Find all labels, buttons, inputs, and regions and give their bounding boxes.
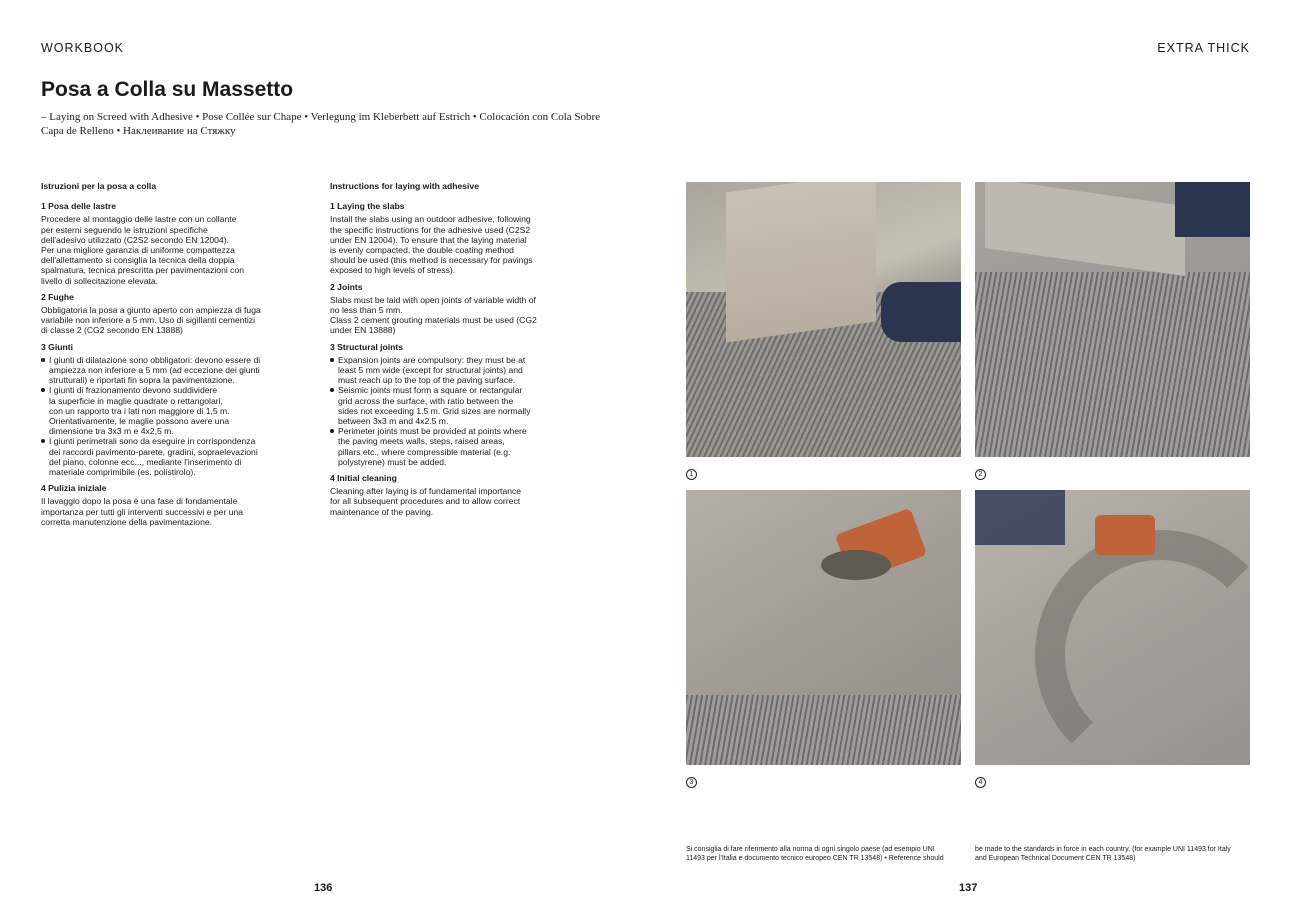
photo-number: 2 bbox=[975, 469, 986, 480]
list-item: I giunti perimetrali sono da eseguire in corrispondenza dei raccordi pavimento-parete, gradini, sopraelevazioni del piano, colonne ecc..., mediante l'inserimento di materiale comprimibile (es. polistirolo). bbox=[41, 436, 281, 477]
bullet-list bbox=[41, 355, 281, 477]
list-item: I giunti di frazionamento devono suddividere la superficie in maglie quadrate o rettangolari, con un rapporto tra i lati non maggiore di 1,5 m. Orientativamente, le maglie possono avere una dimensione tra 3x3 m e 4x2,5 m. bbox=[41, 385, 281, 436]
list-item: I giunti di dilatazione sono obbligatori: devono essere di ampiezza non inferiore a 5 mm (ad eccezione dei giunti strutturali) e riportati fin sopra la pavimentazione. bbox=[41, 355, 281, 386]
section-text: Cleaning after laying is of fundamental importance for all subsequent procedures and to allow correct maintenance of the paving. bbox=[330, 486, 522, 517]
page-title: Posa a Colla su Massetto bbox=[41, 78, 294, 101]
subtitle: – Laying on Screed with Adhesive • Pose Collée sur Chape • Verlegung im Kleberbett auf Estrich • Colocación con Cola Sobre Capa de Relleno • Наклеивание на Стяжку bbox=[41, 111, 601, 137]
list-item: Seismic joints must form a square or rectangular grid across the surface, with ratio between the sides not exceeding 1.5 m. Grid sizes are normally between 3x3 m and 4x2.5 m. bbox=[330, 385, 570, 426]
section-title: 4 Pulizia iniziale bbox=[41, 483, 107, 494]
list-item: Expansion joints are compulsory: they must be at least 5 mm wide (except for structural joints) and must reach up to the top of the paving surface. bbox=[330, 355, 570, 386]
section-label: WORKBOOK bbox=[41, 41, 125, 55]
product-label: EXTRA THICK bbox=[1157, 41, 1250, 55]
photo-number: 1 bbox=[686, 469, 697, 480]
column-heading: Instructions for laying with adhesive bbox=[330, 181, 479, 191]
section-title: 1 Laying the slabs bbox=[330, 201, 405, 212]
english-instructions bbox=[330, 181, 570, 517]
photo-number: 4 bbox=[975, 777, 986, 788]
section-text: Slabs must be laid with open joints of variable width of no less than 5 mm. Class 2 cement grouting materials must be used (CG2 under EN 13888) bbox=[330, 294, 537, 336]
column-heading: Istruzioni per la posa a colla bbox=[41, 181, 157, 191]
section-text: Install the slabs using an outdoor adhesive, following the specific instructions for the adhesive used (C2S2 under EN 12004). To ensure that the laying material is evenly compacted, the double coating method should be used (this method is necessary for pavings exposed to high levels of stress). bbox=[330, 214, 533, 276]
list-item: Perimeter joints must be provided at points where the paving meets walls, steps, raised areas, pillars etc., where compressible material (e.g. polystyrene) must be added. bbox=[330, 426, 570, 467]
photo-step-1 bbox=[686, 182, 961, 457]
section-text: Procedere al montaggio delle lastre con un collante per esterni seguendo le istruzioni specifiche dell'adesivo utilizzato (C2S2 secondo EN 12004). Per una migliore garanzia di uniforme compattezza dell'allettamento si consiglia la tecnica della doppia spalmatura, tecnica prescritta per pavimentazioni con livello di sollecitazione elevata. bbox=[41, 214, 245, 286]
section-text: Obbligatoria la posa a giunto aperto con ampiezza di fuga variabile non inferiore a 5 mm. Uso di sigillanti cementizi di classe 2 (CG2 secondo EN 13888) bbox=[41, 305, 261, 336]
footnote-right: be made to the standards in force in each country, (for example UNI 11493 for Italy and European Technical Document CEN TR 13548) bbox=[975, 846, 1231, 862]
italian-instructions bbox=[41, 181, 281, 527]
bullet-list bbox=[330, 355, 570, 467]
photo-number: 3 bbox=[686, 777, 697, 788]
footnote-left: Si consiglia di fare riferimento alla norma di ogni singolo paese (ad esempio UNI 11493 per l'Italia e documento tecnico europeo CEN TR 13548) • Reference should bbox=[686, 846, 944, 862]
photo-step-4 bbox=[975, 490, 1250, 765]
section-text: Il lavaggio dopo la posa è una fase di fondamentale importanza per tutti gli interventi successivi e per una corretta manutenzione della pavimentazione. bbox=[41, 496, 244, 527]
section-title: 1 Posa delle lastre bbox=[41, 201, 116, 212]
photo-step-3 bbox=[686, 490, 961, 765]
photo-step-2 bbox=[975, 182, 1250, 457]
page-number-right: 137 bbox=[959, 882, 978, 894]
section-title: 2 Joints bbox=[330, 281, 363, 292]
page-number-left: 136 bbox=[314, 882, 333, 894]
section-title: 4 Initial cleaning bbox=[330, 473, 397, 484]
section-title: 3 Giunti bbox=[41, 341, 73, 352]
section-title: 2 Fughe bbox=[41, 291, 74, 302]
section-title: 3 Structural joints bbox=[330, 341, 404, 352]
